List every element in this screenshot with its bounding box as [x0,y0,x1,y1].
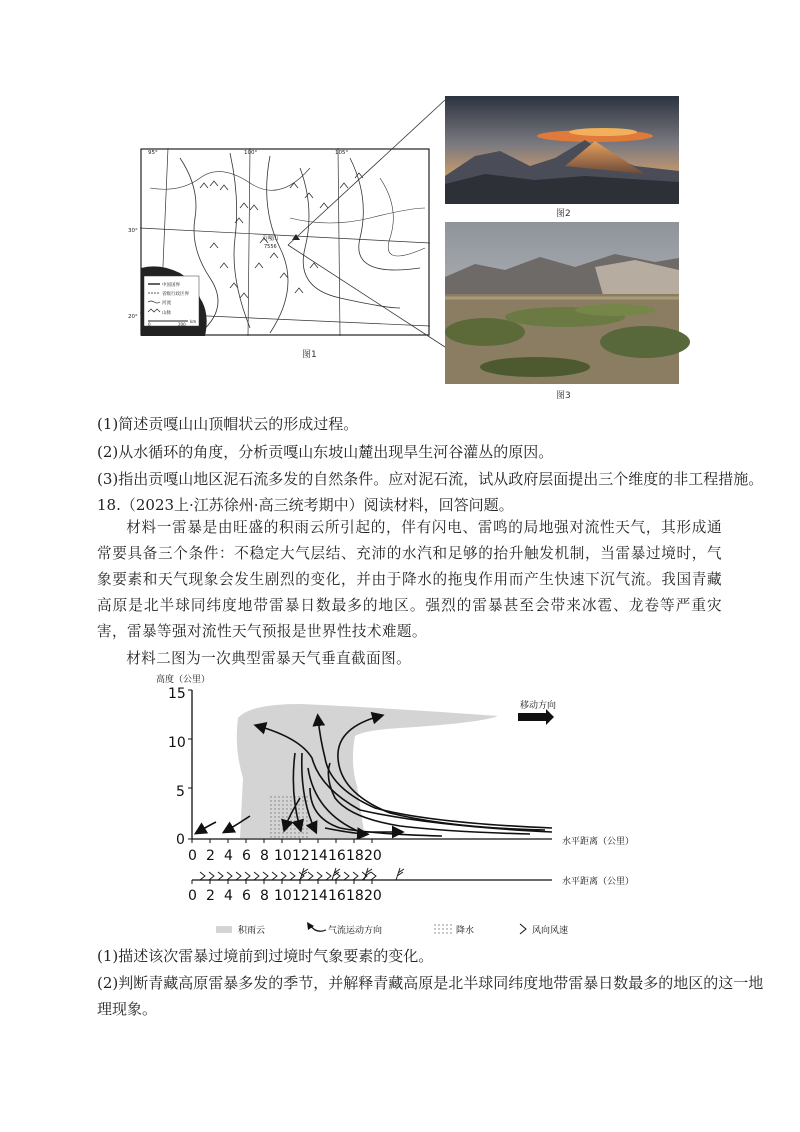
question-17-1: (1)简述贡嘎山山顶帽状云的形成过程。 [97,415,359,433]
wind-barb-strong [332,868,340,880]
scale-0: 0 [148,322,151,327]
wind-barb [263,872,268,880]
wind-barb [209,872,214,880]
wind-barb [200,872,205,880]
x-tick-label: 16 [328,848,346,864]
wind-barb [371,872,376,880]
x2-tick-label: 16 [328,888,346,904]
fig1-caption: 图1 [302,350,317,360]
x-tick-label: 4 [224,848,233,864]
wind-barb [272,872,277,880]
x-tick-label: 20 [364,848,382,864]
airflow-arrow [198,822,216,832]
y-tick-label-10: 10 [168,735,186,751]
x2-tick-label: 10 [274,888,292,904]
x2-tick-label: 0 [188,888,197,904]
wind-barb [290,872,295,880]
question-18-2-line2: 理现象。 [97,1000,158,1018]
map-legend-1: 省级行政区界 [162,292,189,297]
wind-barb [344,872,349,880]
movement-direction-label: 移动方向 [520,701,557,711]
wind-barb [254,872,259,880]
wind-barb [245,872,250,880]
legend-precip-swatch [432,924,452,934]
lat-label-30: 30° [128,228,138,234]
scale-200: 200 [178,322,186,327]
x2-tick-label: 20 [364,888,382,904]
question-18-1: (1)描述该次雷暴过境前到过境时气象要素的变化。 [97,947,434,965]
y-tick-label-0: 0 [176,832,185,848]
map-legend-2: 河流 [162,301,171,306]
map-legend-0: 中国国界 [162,283,180,288]
connector-lines [280,95,450,385]
wind-barb-strong [396,868,404,880]
x2-tick-label: 18 [346,888,364,904]
legend-precip-label: 降水 [456,926,475,936]
wind-barb [326,872,331,880]
question-18-header: 18.（2023上·江苏徐州·高三统考期中）阅读材料，回答问题。 [97,496,514,514]
x2-tick-label: 4 [224,888,233,904]
y-tick-label-15: 15 [168,686,186,702]
x2-tick-label: 8 [260,888,269,904]
lon-label-105: 105° [335,150,349,156]
lon-label-95: 95° [148,150,158,156]
x2-tick-label: 14 [310,888,328,904]
question-17-3: (3)指出贡嘎山地区泥石流多发的自然条件。应对泥石流，试从政府层面提出三个维度的非工程措施。 [97,470,764,488]
scale-km: km [190,319,197,324]
y-tick-label-5: 5 [176,784,185,800]
photo-mountain-sunset [445,96,679,204]
wind-barb [281,872,286,880]
legend-cloud-label: 积雨云 [238,926,266,936]
x2-axis-label: 水平距离（公里） [562,877,635,887]
thunderstorm-cross-section-diagram [150,668,670,946]
wind-barb [218,872,223,880]
map-legend-3: 山脉 [162,311,171,316]
x-tick-label: 12 [292,848,310,864]
x-tick-label: 6 [242,848,251,864]
x-tick-label: 14 [310,848,328,864]
legend-cloud-swatch [216,926,232,933]
photo-valley-shrubland [445,222,679,384]
x2-tick-label: 2 [206,888,215,904]
x2-tick-label: 6 [242,888,251,904]
question-18-2-line1: (2)判断青藏高原雷暴多发的季节，并解释青藏高原是北半球同纬度地带雷暴日数最多的地区的这一地 [97,974,764,992]
legend-airflow-label: 气流运动方向 [328,926,383,936]
wind-barb [317,872,322,880]
legend-wind-label: 风向风速 [532,926,569,936]
peak-label: 贡嘎山 [262,236,279,242]
wind-barb [308,872,313,880]
lat-label-20: 20° [128,314,138,320]
x-tick-label: 0 [188,848,197,864]
precipitation-area [268,796,308,838]
x-axis-label: 水平距离（公里） [562,837,635,847]
lon-label-100: 100° [244,150,258,156]
fig3-caption: 图3 [556,391,571,401]
x-tick-label: 8 [260,848,269,864]
y-axis-label: 高度（公里） [156,675,211,685]
material-1-paragraph: 材料一雷暴是由旺盛的积雨云所引起的，伴有闪电、雷鸣的局地强对流性天气，其形成通常要具备三个条件：不稳定大气层结、充沛的水汽和足够的抬升触发机制，当雷暴过境时，气象要素和天气现象会发生剧烈的变化，并由于降水的拖曳作用而产生快速下沉气流。我国青藏高原是北半球同纬度地带雷暴日数最多的地区。强烈的雷暴甚至会带来冰雹、龙卷等严重灾害，雷暴等强对流性天气预报是世界性技术难题。 [97,519,722,640]
airflow-arrow [338,716,545,830]
material-2-paragraph: 材料二图为一次典型雷暴天气垂直截面图。 [126,650,412,667]
movement-direction-arrow [518,709,554,725]
question-17-2: (2)从水循环的角度，分析贡嘎山东坡山麓出现旱生河谷灌丛的原因。 [97,443,554,461]
fig2-caption: 图2 [556,209,571,219]
x-tick-label: 10 [274,848,292,864]
x-tick-label: 18 [346,848,364,864]
x2-tick-label: 12 [292,888,310,904]
peak-elevation: 7556 [264,244,277,250]
x-tick-label: 2 [206,848,215,864]
wind-barb [236,872,241,880]
wind-barb [227,872,232,880]
legend-wind-barb-icon [520,924,526,934]
wind-barb [353,872,358,880]
